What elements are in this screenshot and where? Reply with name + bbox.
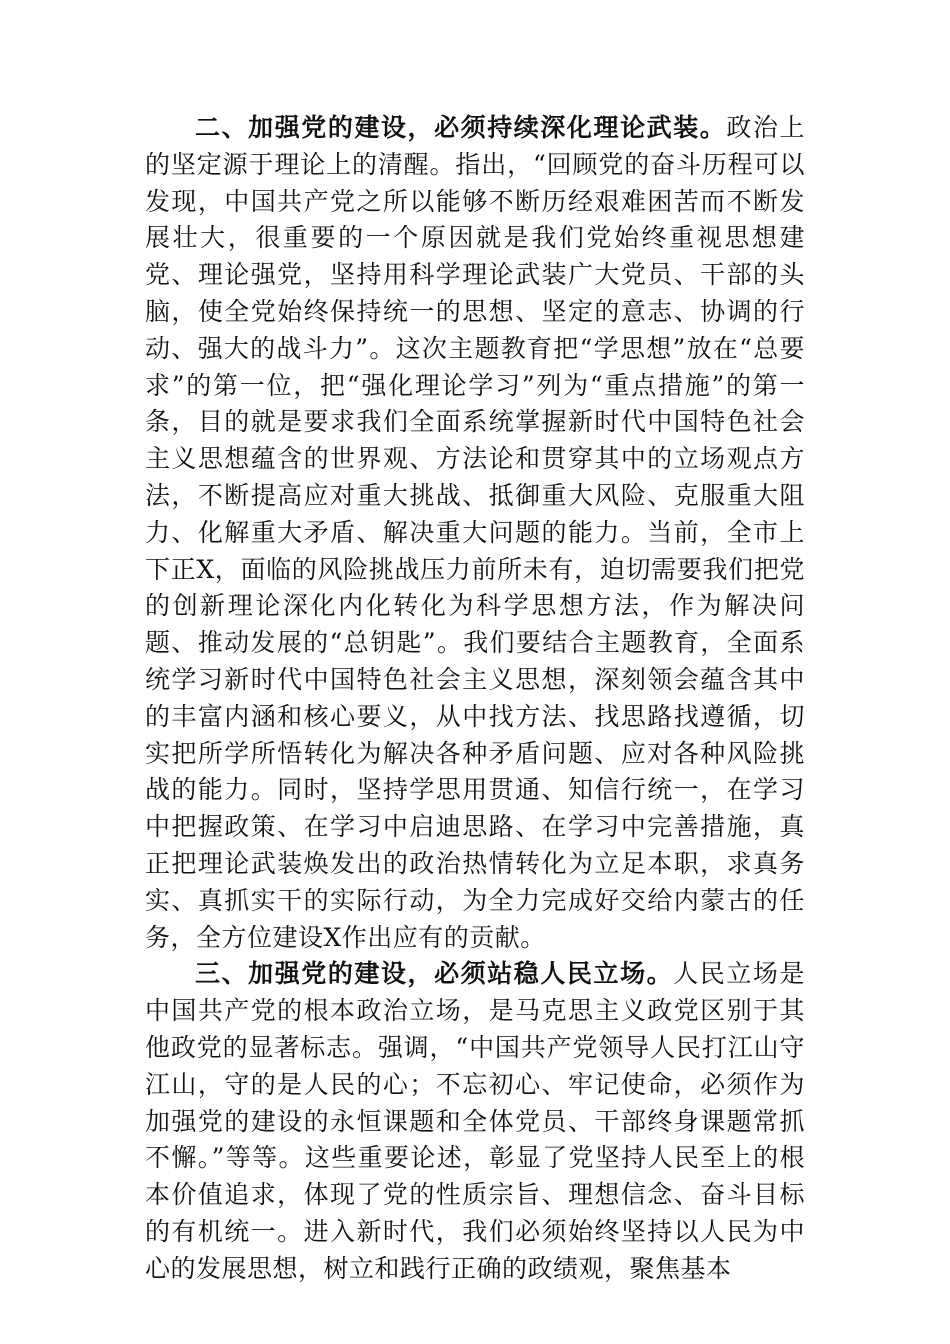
- section-heading-3: 三、加强党的建设，必须站稳人民立场。: [195, 959, 674, 989]
- paragraph-body-2: 政治上的坚定源于理论上的清醒。指出，“回顾党的奋斗历程可以发现，中国共产党之所以能够不断历经艰难困苦而不断发展壮大，很重要的一个原因就是我们党始终重视思想建党、理论强党，坚持用科学理论武装广大党员、干部的头脑，使全党始终保持统一的思想、坚定的意志、协调的行动、强大的战斗力”。这次主题教育把“学思想”放在“总要求”的第一位，把“强化理论学习”列为“重点措施”的第一条，目的就是要求我们全面系统掌握新时代中国特色社会主义思想蕴含的世界观、方法论和贯穿其中的立场观点方法，不断提高应对重大挑战、抵御重大风险、克服重大阻力、化解重大矛盾、解决重大问题的能力。当前，全市上下正X，面临的风险挑战压力前所未有，迫切需要我们把党的创新理论深化内化转化为科学思想方法，作为解决问题、推动发展的“总钥匙”。我们要结合主题教育，全面系统学习新时代中国特色社会主义思想，深刻领会蕴含其中的丰富内涵和核心要义，从中找方法、找思路找遵循，切实把所学所悟转化为解决各种矛盾问题、应对各种风险挑战的能力。同时，坚持学思用贯通、知信行统一，在学习中把握政策、在学习中启迪思路、在学习中完善措施，真正把理论武装焕发出的政治热情转化为立足本职，求真务实、真抓实干的实际行动，为全力完成好交给内蒙古的任务，全方位建设X作出应有的贡献。: [145, 113, 805, 952]
- section-heading-2: 二、加强党的建设，必须持续深化理论武装。: [195, 113, 727, 142]
- paragraph-theory-armament: [145, 110, 805, 956]
- document-page: [145, 110, 805, 1288]
- paragraph-people-stance: [145, 956, 805, 1287]
- paragraph-body-3: 人民立场是中国共产党的根本政治立场，是马克思主义政党区别于其他政党的显著标志。强调，“中国共产党领导人民打江山守江山，守的是人民的心；不忘初心、牢记使命，必须作为加强党的建设的永恒课题和全体党员、干部终身课题常抓不懈。”等等。这些重要论述，彰显了党坚持人民至上的根本价值追求，体现了党的性质宗旨、理想信念、奋斗目标的有机统一。进入新时代，我们必须始终坚持以人民为中心的发展思想，树立和践行正确的政绩观，聚焦基本: [145, 959, 805, 1283]
